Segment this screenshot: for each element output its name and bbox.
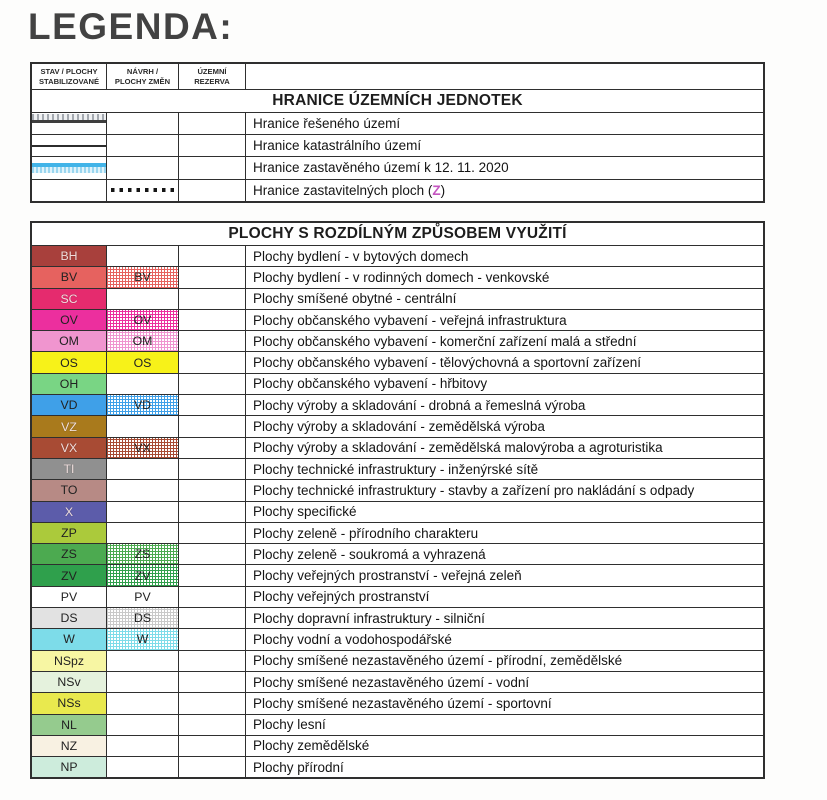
header-uzemni-rezerva (179, 64, 246, 89)
land-use-label-text: Plochy technické infrastruktury - stavby a zařízení pro nakládání s odpady (253, 482, 695, 498)
swatch-rezerva-empty (179, 693, 246, 713)
swatch-stav-NL (32, 715, 107, 735)
swatch-navrh-ZV (107, 565, 179, 585)
land-use-label (246, 523, 763, 543)
swatch-rezerva-empty (179, 672, 246, 692)
swatch-code-label: DS (60, 611, 78, 626)
land-use-label-text: Plochy výroby a skladování - drobná a řemeslná výroba (253, 397, 586, 413)
land-use-label-text: Plochy občanského vybavení - tělovýchovná a sportovní zařízení (253, 355, 641, 371)
swatch-rezerva-empty (179, 736, 246, 756)
land-use-label-text: Plochy vodní a vodohospodářské (253, 631, 452, 647)
swatch-stav-ZV (32, 565, 107, 585)
swatch-rezerva-empty (179, 480, 246, 500)
swatch-navrh-OV (107, 310, 179, 330)
land-use-label (246, 480, 763, 500)
land-use-label (246, 757, 763, 777)
land-use-label (246, 672, 763, 692)
land-use-row-PV (32, 586, 763, 607)
swatch-code-label: BV (134, 270, 151, 285)
swatch-stav-DS (32, 608, 107, 628)
land-use-row-NZ (32, 735, 763, 756)
swatch-rezerva-empty (179, 416, 246, 436)
swatch-code-label: NSs (57, 696, 81, 711)
boundaries-table (30, 62, 765, 203)
swatch-rezerva-empty (179, 608, 246, 628)
empty-cell (179, 113, 246, 134)
swatch-code-label: W (136, 632, 149, 647)
swatch-navrh-NP (107, 757, 179, 777)
swatch-code-label: PV (60, 589, 78, 604)
land-use-label (246, 438, 763, 458)
swatch-stav-OM (32, 331, 107, 351)
swatch-navrh-NL (107, 715, 179, 735)
land-use-label-text: Plochy veřejných prostranství - veřejná zeleň (253, 568, 522, 584)
land-use-label (246, 502, 763, 522)
empty-cell (179, 157, 246, 178)
swatch-rezerva-empty (179, 267, 246, 287)
land-use-label-text: Plochy lesní (253, 717, 326, 733)
header-navrh-plochy-zmen (107, 64, 179, 89)
land-use-row-ZV (32, 564, 763, 585)
header-line: PLOCHY ZMĚN (114, 76, 171, 86)
swatch-stav-BV (32, 267, 107, 287)
header-line: NÁVRH / (126, 67, 159, 77)
swatch-navrh-VZ (107, 416, 179, 436)
swatch-stav-NSv (32, 672, 107, 692)
swatch-navrh-BH (107, 246, 179, 266)
swatch-stav-ZP (32, 523, 107, 543)
z-code-magenta: Z (432, 182, 441, 198)
land-use-label (246, 693, 763, 713)
land-use-row-VX (32, 437, 763, 458)
land-use-row-X (32, 501, 763, 522)
land-use-rows (32, 245, 763, 777)
land-use-label (246, 289, 763, 309)
swatch-rezerva-empty (179, 757, 246, 777)
land-use-row-SC (32, 288, 763, 309)
land-use-label-text: Plochy smíšené obytné - centrální (253, 291, 457, 307)
swatch-code-label: OM (59, 334, 79, 349)
swatch-stav-PV (32, 587, 107, 607)
land-use-row-W (32, 628, 763, 649)
swatch-code-label: NP (60, 760, 78, 775)
swatch-stav-TO (32, 480, 107, 500)
swatch-stav-VD (32, 395, 107, 415)
header-line: REZERVA (194, 76, 230, 86)
swatch-code-label: ZS (134, 547, 151, 562)
land-use-label-text: Plochy zemědělské (253, 738, 370, 754)
land-use-row-OV (32, 309, 763, 330)
land-use-label-text: Plochy smíšené nezastavěného území - vodní (253, 674, 530, 690)
swatch-navrh-DS (107, 608, 179, 628)
swatch-code-label: DS (133, 611, 152, 626)
land-use-label-text: Plochy smíšené nezastavěného území - přírodní, zemědělské (253, 653, 623, 669)
swatch-rezerva-empty (179, 651, 246, 671)
land-use-row-ZP (32, 522, 763, 543)
boundary-row-resene-uzemi (32, 112, 763, 134)
land-use-label-text: Plochy smíšené nezastavěného území - sportovní (253, 695, 552, 711)
swatch-rezerva-empty (179, 374, 246, 394)
swatch-navrh-OM (107, 331, 179, 351)
swatch-navrh-NSs (107, 693, 179, 713)
swatch-rezerva-empty (179, 502, 246, 522)
swatch-navrh-BV (107, 267, 179, 287)
black-boundary-line (32, 145, 106, 148)
land-use-label-text: Plochy dopravní infrastruktury - silniční (253, 610, 485, 626)
empty-cell (107, 113, 179, 134)
land-use-label (246, 331, 763, 351)
swatch-navrh-TI (107, 459, 179, 479)
land-use-row-NL (32, 714, 763, 735)
land-use-label (246, 715, 763, 735)
land-use-label (246, 651, 763, 671)
land-use-label (246, 608, 763, 628)
land-use-label (246, 459, 763, 479)
land-use-label (246, 374, 763, 394)
boundary-label-text: Hranice řešeného území (253, 116, 401, 132)
land-use-label-text: Plochy bydlení - v rodinných domech - venkovské (253, 269, 550, 285)
land-use-row-BV (32, 266, 763, 287)
land-use-label (246, 736, 763, 756)
land-use-table (30, 221, 765, 779)
swatch-rezerva-empty (179, 629, 246, 649)
swatch-code-label: ZP (61, 526, 77, 540)
land-use-section-title: PLOCHY S ROZDÍLNÝM ZPŮSOBEM VYUŽITÍ (228, 225, 567, 242)
column-header-row (32, 64, 763, 89)
swatch-rezerva-empty (179, 565, 246, 585)
land-use-label (246, 395, 763, 415)
land-use-label-text: Plochy veřejných prostranství (253, 589, 430, 605)
land-use-label (246, 416, 763, 436)
swatch-navrh-ZP (107, 523, 179, 543)
swatch-navrh-NSpz (107, 651, 179, 671)
swatch-navrh-SC (107, 289, 179, 309)
swatch-stav-X (32, 502, 107, 522)
empty-cell (179, 180, 246, 201)
land-use-label-text: Plochy občanského vybavení - hřbitovy (253, 376, 488, 392)
swatch-code-label: VX (60, 440, 78, 455)
boundary-row-katastralni-uzemi (32, 134, 763, 156)
swatch-navrh-VX (107, 438, 179, 458)
land-use-label-text: Plochy zeleně - přírodního charakteru (253, 525, 479, 541)
land-use-row-OM (32, 330, 763, 351)
swatch-code-label: OV (133, 313, 152, 328)
land-use-label-text: Plochy bydlení - v bytových domech (253, 248, 469, 264)
swatch-code-label: W (63, 632, 75, 647)
swatch-rezerva-empty (179, 544, 246, 564)
swatch-navrh-OH (107, 374, 179, 394)
header-empty-cell (246, 64, 763, 89)
land-use-row-VZ (32, 415, 763, 436)
swatch-stav-W (32, 629, 107, 649)
land-use-row-NP (32, 756, 763, 777)
cyan-stipple-band (32, 167, 106, 173)
symbol-built-up-area-boundary (32, 157, 107, 178)
swatch-navrh-OS (107, 352, 179, 372)
swatch-code-label: OH (59, 376, 79, 391)
header-stav-plochy-stabilizovane (32, 64, 107, 89)
swatch-stav-VX (32, 438, 107, 458)
swatch-code-label: NSpz (53, 653, 85, 668)
swatch-stav-VZ (32, 416, 107, 436)
swatch-code-label: OM (132, 334, 153, 349)
swatch-code-label: VZ (61, 419, 77, 434)
swatch-rezerva-empty (179, 310, 246, 330)
land-use-label-text: Plochy přírodní (253, 759, 344, 775)
swatch-rezerva-empty (179, 459, 246, 479)
empty-cell (179, 135, 246, 156)
swatch-stav-BH (32, 246, 107, 266)
land-use-row-OS (32, 351, 763, 372)
swatch-code-label: X (64, 504, 74, 519)
boundary-label-text (253, 183, 445, 198)
solved-area-line-symbol (32, 114, 106, 123)
swatch-code-label: PV (134, 589, 151, 604)
boundary-label (246, 113, 763, 134)
built-up-line-symbol (32, 163, 106, 173)
label-prefix: Hranice zastavitelných ploch ( (253, 182, 433, 198)
swatch-navrh-W (107, 629, 179, 649)
swatch-stav-NSpz (32, 651, 107, 671)
boundary-label-text: Hranice zastavěného území k 12. 11. 2020 (253, 160, 509, 176)
land-use-label-text: Plochy výroby a skladování - zemědělská výroba (253, 419, 545, 435)
swatch-stav-NP (32, 757, 107, 777)
swatch-code-label: BV (60, 270, 78, 285)
boundary-row-zastavene-uzemi (32, 156, 763, 178)
swatch-code-label: VD (60, 398, 78, 413)
land-use-label-text: Plochy občanského vybavení - komerční zařízení malá a střední (253, 333, 637, 349)
land-use-label (246, 565, 763, 585)
swatch-rezerva-empty (179, 587, 246, 607)
swatch-stav-NZ (32, 736, 107, 756)
land-use-row-DS (32, 607, 763, 628)
swatch-code-label: OV (60, 313, 78, 328)
land-use-label (246, 352, 763, 372)
land-use-label-text: Plochy technické infrastruktury - inženýrské sítě (253, 461, 539, 477)
swatch-code-label: VD (133, 398, 152, 413)
swatch-code-label: ZV (134, 568, 151, 583)
land-use-row-OH (32, 373, 763, 394)
swatch-code-label: NSv (57, 675, 81, 690)
swatch-rezerva-empty (179, 289, 246, 309)
land-use-label (246, 310, 763, 330)
swatch-stav-ZS (32, 544, 107, 564)
land-use-label (246, 629, 763, 649)
swatch-stav-OH (32, 374, 107, 394)
swatch-navrh-PV (107, 587, 179, 607)
land-use-label (246, 246, 763, 266)
swatch-code-label: OS (60, 355, 78, 370)
empty-cell (32, 180, 107, 201)
swatch-rezerva-empty (179, 715, 246, 735)
dotted-boundary-line (111, 188, 175, 192)
swatch-stav-OS (32, 352, 107, 372)
land-use-row-ZS (32, 543, 763, 564)
swatch-navrh-NSv (107, 672, 179, 692)
swatch-code-label: TI (63, 462, 75, 477)
land-use-row-NSs (32, 692, 763, 713)
swatch-stav-OV (32, 310, 107, 330)
dark-boundary-line (32, 120, 106, 123)
swatch-code-label: OS (133, 355, 152, 370)
land-use-label-text: Plochy zeleně - soukromá a vyhrazená (253, 546, 486, 562)
empty-cell (107, 157, 179, 178)
land-use-row-VD (32, 394, 763, 415)
land-use-row-NSv (32, 671, 763, 692)
swatch-stav-TI (32, 459, 107, 479)
header-line: STABILIZOVANÉ (38, 76, 100, 86)
empty-cell (107, 135, 179, 156)
swatch-rezerva-empty (179, 395, 246, 415)
swatch-code-label: TO (60, 483, 78, 498)
swatch-rezerva-empty (179, 246, 246, 266)
swatch-stav-SC (32, 289, 107, 309)
swatch-code-label: SC (60, 291, 78, 306)
boundary-label-text: Hranice katastrálního území (253, 138, 422, 154)
boundaries-section-title: HRANICE ÚZEMNÍCH JEDNOTEK (32, 89, 763, 112)
land-use-row-BH (32, 245, 763, 266)
swatch-rezerva-empty (179, 523, 246, 543)
boundary-label (246, 135, 763, 156)
land-use-row-NSpz (32, 650, 763, 671)
swatch-rezerva-empty (179, 331, 246, 351)
boundary-row-zastavitelne-plochy (32, 179, 763, 201)
swatch-navrh-X (107, 502, 179, 522)
symbol-cadastral-boundary (32, 135, 107, 156)
boundary-label (246, 180, 763, 201)
page-title: LEGENDA: (28, 6, 234, 47)
symbol-solved-area-boundary (32, 113, 107, 134)
symbol-developable-areas-boundary (107, 180, 179, 201)
swatch-rezerva-empty (179, 438, 246, 458)
header-line: STAV / PLOCHY (40, 67, 98, 77)
land-use-label-text: Plochy občanského vybavení - veřejná infrastruktura (253, 312, 567, 328)
swatch-code-label: VX (134, 440, 151, 455)
swatch-code-label: ZS (61, 547, 77, 562)
swatch-navrh-NZ (107, 736, 179, 756)
land-use-label-text: Plochy výroby a skladování - zemědělská malovýroba a agroturistika (253, 440, 663, 456)
land-use-row-TO (32, 479, 763, 500)
swatch-navrh-VD (107, 395, 179, 415)
land-use-label (246, 267, 763, 287)
swatch-stav-NSs (32, 693, 107, 713)
land-use-label (246, 544, 763, 564)
swatch-navrh-ZS (107, 544, 179, 564)
swatch-code-label: ZV (61, 568, 77, 583)
land-use-label-text: Plochy specifické (253, 504, 357, 520)
label-suffix: ) (440, 182, 446, 198)
swatch-navrh-TO (107, 480, 179, 500)
land-use-label (246, 587, 763, 607)
swatch-code-label: BH (60, 249, 78, 264)
swatch-code-label: NZ (60, 738, 78, 753)
swatch-code-label: NL (61, 717, 77, 732)
boundary-label (246, 157, 763, 178)
header-line: ÚZEMNÍ (197, 67, 227, 77)
swatch-rezerva-empty (179, 352, 246, 372)
land-use-row-TI (32, 458, 763, 479)
